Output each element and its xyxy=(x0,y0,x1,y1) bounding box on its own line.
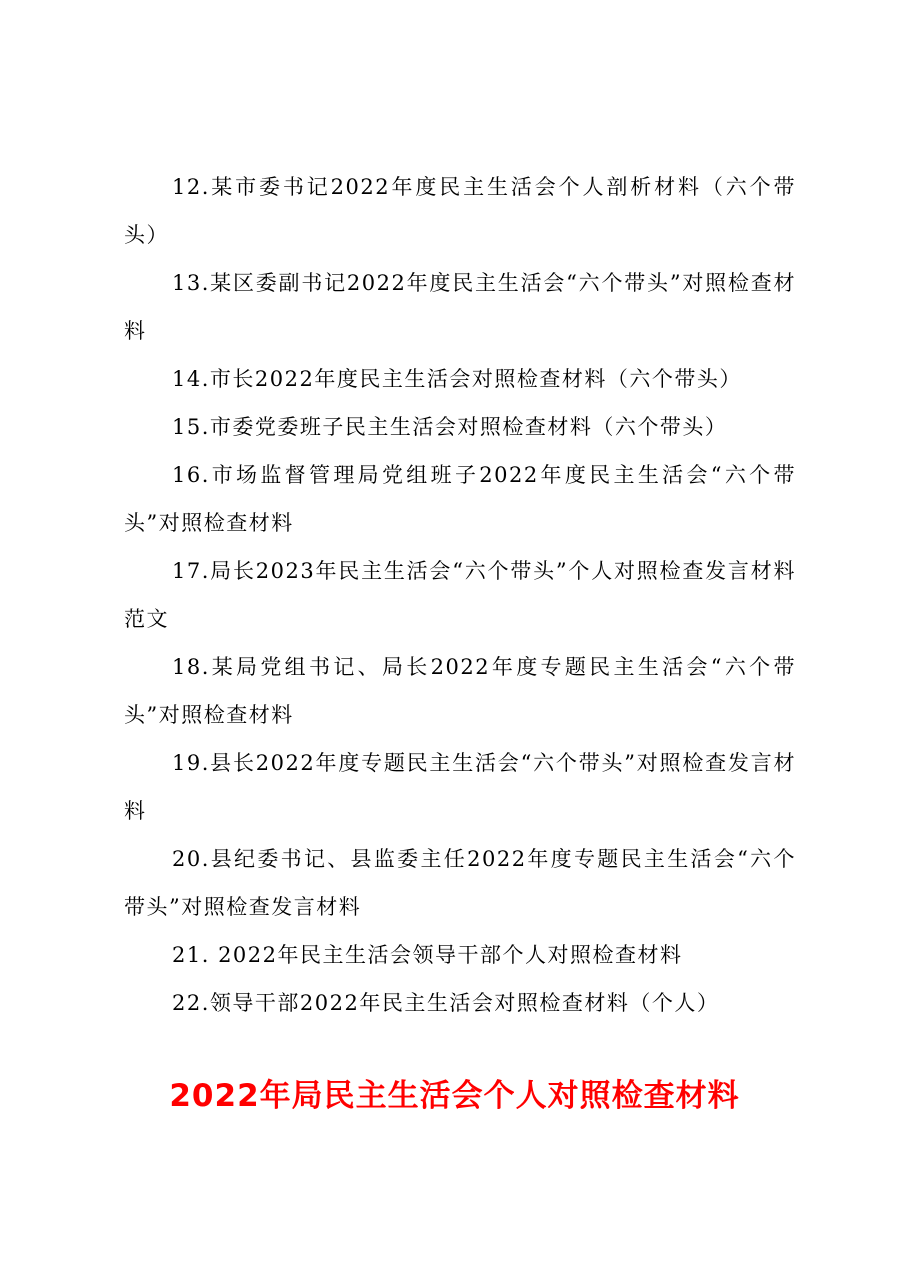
document-heading: 2022年局民主生活会个人对照检查材料 xyxy=(169,1078,740,1114)
list-item: 19.县长2022年度专题民主生活会“六个带头”对照检查发言材料 xyxy=(124,751,796,823)
list-item: 18.某局党组书记、局长2022年度专题民主生活会“六个带头”对照检查材料 xyxy=(124,655,796,727)
list-item: 15.市委党委班子民主生活会对照检查材料（六个带头） xyxy=(172,415,728,439)
list-item: 16.市场监督管理局党组班子2022年度民主生活会“六个带头”对照检查材料 xyxy=(124,463,796,535)
list-item: 17.局长2023年民主生活会“六个带头”个人对照检查发言材料范文 xyxy=(124,559,796,631)
list-item: 12.某市委书记2022年度民主生活会个人剖析材料（六个带头） xyxy=(124,175,796,247)
list-item: 21. 2022年民主生活会领导干部个人对照检查材料 xyxy=(172,943,683,967)
list-item: 20.县纪委书记、县监委主任2022年度专题民主生活会“六个带头”对照检查发言材料 xyxy=(124,847,796,919)
list-item: 14.市长2022年度民主生活会对照检查材料（六个带头） xyxy=(172,367,742,391)
list-item: 13.某区委副书记2022年度民主生活会“六个带头”对照检查材料 xyxy=(124,271,796,343)
document-list xyxy=(124,163,796,1027)
list-item: 22.领导干部2022年民主生活会对照检查材料（个人） xyxy=(172,991,720,1015)
